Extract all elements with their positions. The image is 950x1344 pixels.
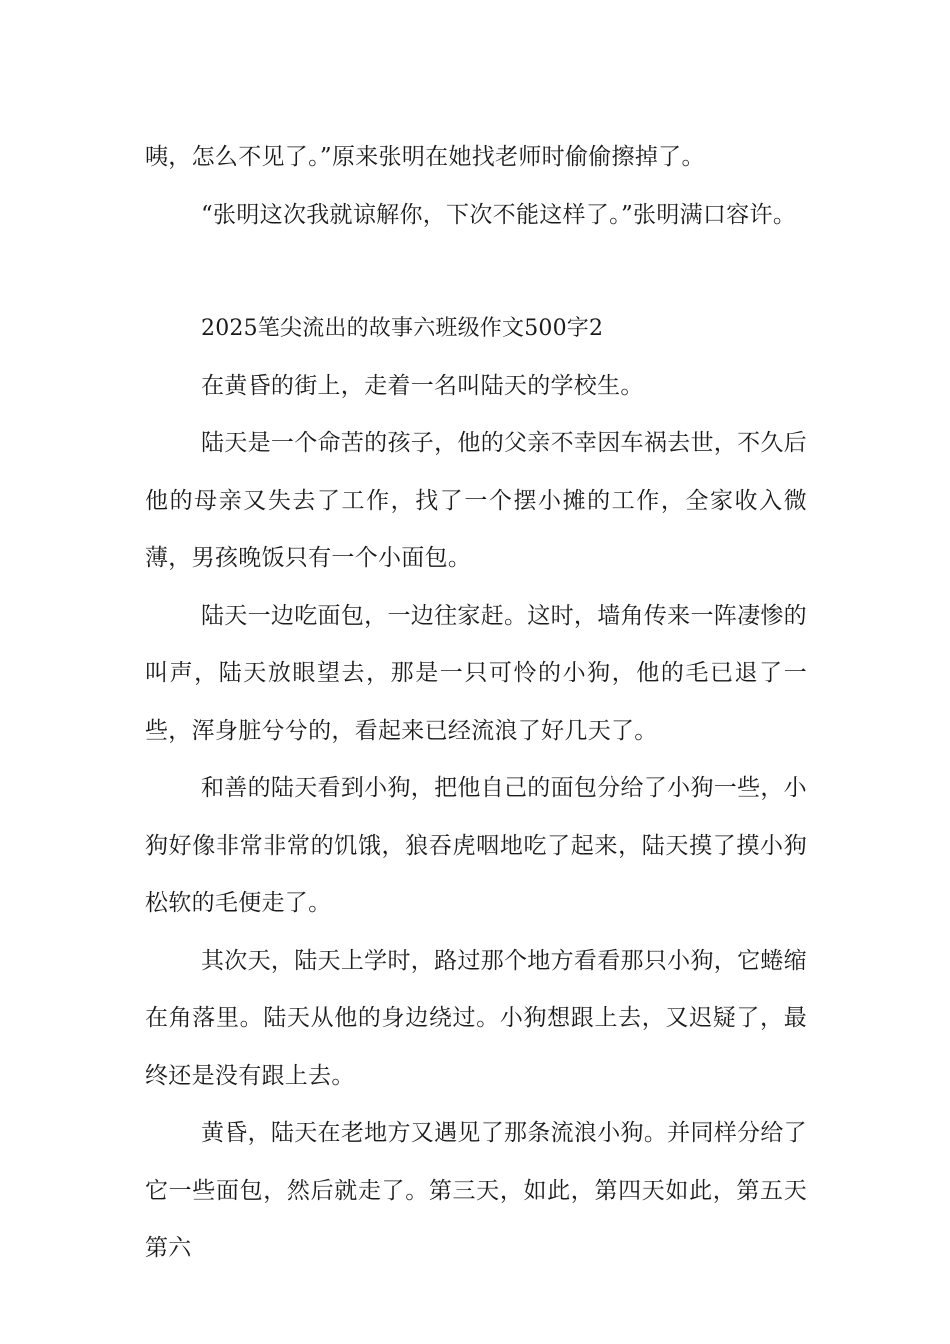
paragraph: 在黄昏的街上，走着一名叫陆天的学校生。 [201,372,644,399]
document-body [145,129,807,1278]
paragraph: 黄昏，陆天在老地方又遇见了那条流浪小狗。并同样分给了它一些面包，然后就走了。第三天，如此，第四天如此，第五天第六 [145,1120,807,1261]
section-gap [145,244,807,300]
paragraph-continued: 咦，怎么不见了。”原来张明在她找老师时偷偷擦掉了。 [145,144,705,170]
paragraph: 陆天是一个命苦的孩子，他的父亲不幸因车祸去世，不久后他的母亲又失去了工作，找了一个摆小摊的工作，全家收入微薄，男孩晚饭只有一个小面包。 [145,430,807,571]
paragraph: 和善的陆天看到小狗，把他自己的面包分给了小狗一些，小狗好像非常非常的饥饿，狼吞虎咽地吃了起来，陆天摸了摸小狗松软的毛便走了。 [145,775,807,916]
paragraph: 其次天，陆天上学时，路过那个地方看看那只小狗，它蜷缩在角落里。陆天从他的身边绕过。小狗想跟上去，又迟疑了，最终还是没有跟上去。 [145,947,807,1089]
paragraph: 陆天一边吃面包，一边往家赶。这时，墙角传来一阵凄惨的叫声，陆天放眼望去，那是一只可怜的小狗，他的毛已退了一些，浑身脏兮兮的，看起来已经流浪了好几天了。 [145,602,807,744]
essay-heading: 2025笔尖流出的故事六班级作文500字2 [201,316,604,341]
paragraph-dialogue: “张明这次我就谅解你，下次不能这样了。”张明满口容许。 [201,201,797,228]
